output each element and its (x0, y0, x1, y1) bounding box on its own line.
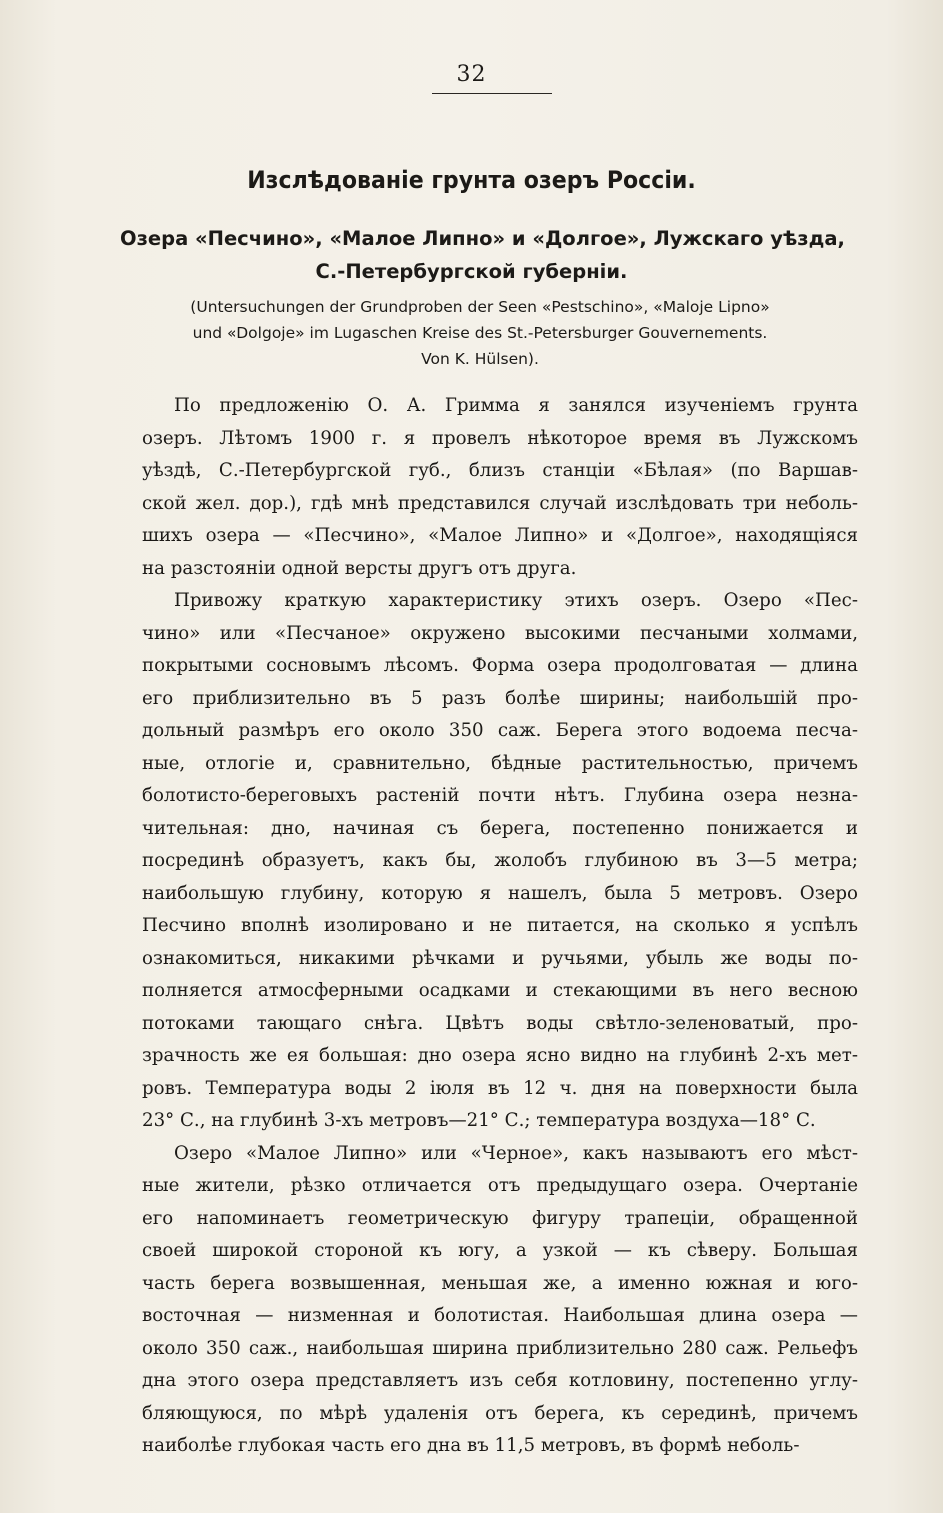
text-line: зрачность же ея большая: дно озера ясно видно на глубинѣ 2-хъ мет- (142, 1045, 858, 1066)
text-line: 23° С., на глубинѣ 3-хъ метровъ—21° С.; температура воздуха—18° С. (142, 1110, 816, 1131)
text-line: его напоминаетъ геометрическую фигуру трапеціи, обращенной (142, 1207, 858, 1229)
text-line: Привожу краткую характеристику этихъ озеръ. Озеро «Пес- (174, 590, 858, 611)
text-line: Озеро «Малое Липно» или «Черное», какъ называютъ его мѣст- (174, 1142, 858, 1164)
paragraph (142, 390, 858, 585)
text-line: По предложенію О. А. Гримма я занялся изученіемъ грунта (174, 395, 858, 416)
body-text (142, 390, 858, 1463)
german-subtitle (140, 294, 820, 372)
text-line: около 350 саж., наибольшая ширина приблизительно 280 саж. Рельефъ (142, 1337, 858, 1359)
article-title: Изслѣдованіе грунта озеръ Россіи. (247, 166, 696, 194)
text-line: Песчино вполнѣ изолировано и не питается, на сколько я успѣлъ (142, 915, 858, 936)
text-line: наиболѣе глубокая часть его дна въ 11,5 метровъ, въ формѣ неболь- (142, 1435, 800, 1456)
text-line: ознакомиться, никакими рѣчками и ручьями, убыль же воды по- (142, 947, 858, 969)
text-line: ровъ. Температура воды 2 іюля въ 12 ч. дня на поверхности была (142, 1077, 858, 1099)
text-line: посрединѣ образуетъ, какъ бы, жолобъ глубиною въ 3—5 метра; (142, 850, 858, 871)
text-line: часть берега возвышенная, меньшая же, а именно южная и юго- (142, 1272, 858, 1294)
text-line: потоками тающаго снѣга. Цвѣтъ воды свѣтло-зеленоватый, про- (142, 1012, 858, 1034)
text-line: своей широкой стороной къ югу, а узкой — къ сѣверу. Большая (142, 1240, 858, 1261)
subtitle-line: Озера «Песчино», «Малое Липно» и «Долгое», Лужскаго уѣзда, (120, 227, 845, 250)
text-line: бляющуюся, по мѣрѣ удаленія отъ берега, къ серединѣ, причемъ (142, 1402, 858, 1424)
text-line: ные жители, рѣзко отличается отъ предыдущаго озера. Очертаніе (142, 1175, 858, 1196)
text-line: чино» или «Песчаное» окружено высокими песчаными холмами, (142, 622, 858, 644)
text-line: наибольшую глубину, которую я нашелъ, была 5 метровъ. Озеро (142, 882, 858, 904)
german-subtitle-line: (Untersuchungen der Grundproben der Seen «Pestschino», «Maloje Lipno» (190, 298, 770, 316)
text-line: шихъ озера — «Песчино», «Малое Липно» и «Долгое», находящіяся (142, 525, 858, 546)
german-subtitle-line: Von K. Hülsen). (421, 350, 539, 368)
article-subtitle (120, 222, 845, 288)
text-line: полняется атмосферными осадками и стекающими въ него весною (142, 980, 858, 1001)
text-line: уѣздѣ, С.-Петербургской губ., близъ станціи «Бѣлая» (по Варшав- (142, 460, 858, 481)
text-line: на разстояніи одной версты другъ отъ друга. (142, 557, 577, 579)
text-line: ные, отлогіе и, сравнительно, бѣдные растительностью, причемъ (142, 752, 858, 774)
page-number-rule (432, 93, 552, 94)
german-subtitle-line: und «Dolgoje» im Lugaschen Kreise des St.-Petersburger Gouvernements. (192, 324, 768, 342)
text-line: дна этого озера представляетъ изъ себя котловину, постепенно углу- (142, 1370, 858, 1391)
text-line: болотисто-береговыхъ растеній почти нѣтъ. Глубина озера незна- (142, 785, 858, 806)
text-line: чительная: дно, начиная съ берега, постепенно понижается и (142, 817, 858, 839)
paragraph (142, 585, 858, 1138)
page-number: 32 (456, 62, 487, 87)
subtitle-line: С.-Петербургской губерніи. (315, 260, 628, 283)
text-line: ской жел. дор.), гдѣ мнѣ представился случай изслѣдовать три неболь- (142, 492, 858, 514)
text-line: дольный размѣръ его около 350 саж. Берега этого водоема песча- (142, 720, 858, 741)
text-line: покрытыми сосновымъ лѣсомъ. Форма озера продолговатая — длина (142, 655, 858, 676)
paragraph (142, 1138, 858, 1463)
text-line: его приблизительно въ 5 разъ болѣе ширины; наибольшій про- (142, 687, 858, 709)
text-line: озеръ. Лѣтомъ 1900 г. я провелъ нѣкоторое время въ Лужскомъ (142, 427, 858, 449)
text-line: восточная — низменная и болотистая. Наибольшая длина озера — (142, 1305, 858, 1326)
